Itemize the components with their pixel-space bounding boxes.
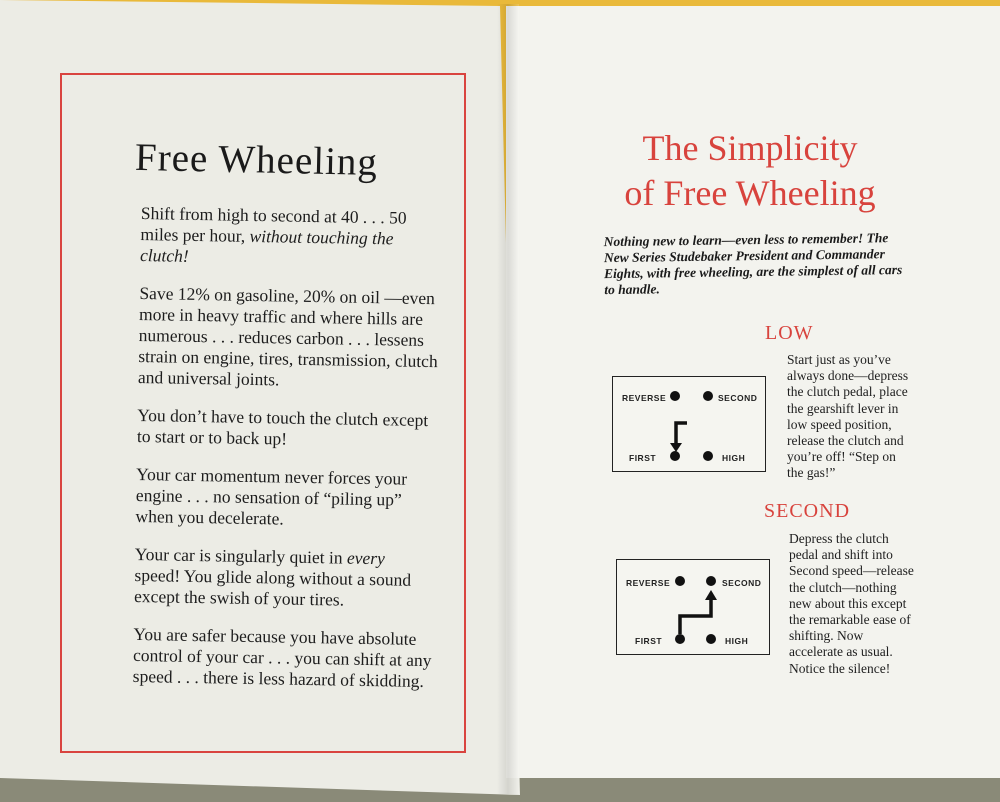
low-gearshift-diagram [612, 376, 766, 472]
right-page-title: The Simplicity of Free Wheeling [624, 128, 876, 213]
paragraph-clutch: You don’t have to touch the clutch except to start or to back up! [136, 404, 429, 449]
paragraph-momentum: Your car momentum never forces your engine . . . no sensation of “piling up” when you decelerate. [135, 463, 408, 529]
low-shift-arrow-icon [663, 419, 703, 455]
second-heading: SECOND [764, 500, 851, 522]
book-gutter [497, 4, 519, 794]
high-label: HIGH [722, 453, 746, 463]
low-heading: LOW [765, 322, 814, 344]
paragraph-shift: Shift from high to second at 40 . . . 50 miles per hour, without touching the clutch! [139, 203, 407, 266]
paragraph-save: Save 12% on gasoline, 20% on oil —even more in heavy traffic and where hills are numerous . . . reduces carbon . . . lessens strain on engine, tires, transmission, clutch and universal joints. [137, 282, 438, 390]
reverse-label: REVERSE [622, 393, 667, 403]
second-instructions: Depress the clutch pedal and shift into Second speed—release the clutch—nothing new about this except the remarkable ease of shifting. Now accelerate as usual. Notice the silence! [789, 531, 914, 676]
high-label: HIGH [725, 636, 749, 646]
first-label: FIRST [629, 453, 657, 463]
reverse-position-dot [670, 391, 680, 401]
paragraph-safer: You are safer because you have absolute control of your car . . . you can shift at any speed . . . there is less hazard of skidding. [132, 623, 432, 692]
second-position-dot [703, 391, 713, 401]
second-label: SECOND [718, 393, 758, 403]
left-page-title: Free Wheeling [134, 135, 379, 184]
second-gearshift-diagram [616, 559, 770, 655]
second-shift-arrow-icon [673, 584, 721, 636]
high-position-dot [703, 451, 713, 461]
low-instructions: Start just as you’ve always done—depress the clutch pedal, place the gearshift lever in low speed position, release the clutch and you’re off! “Step on the gas!” [787, 352, 909, 481]
paragraph-quiet: Your car is singularly quiet in every speed! You glide along without a sound except the swish of your tires. [133, 543, 412, 610]
first-label: FIRST [635, 636, 663, 646]
intro-paragraph: Nothing new to learn—even less to remember! The New Series Studebaker President and Commander Eights, with free wheeling, are the simplest of all cars to handle. [603, 230, 903, 298]
second-label: SECOND [722, 578, 762, 588]
reverse-label: REVERSE [626, 578, 671, 588]
left-page-body [132, 203, 441, 709]
